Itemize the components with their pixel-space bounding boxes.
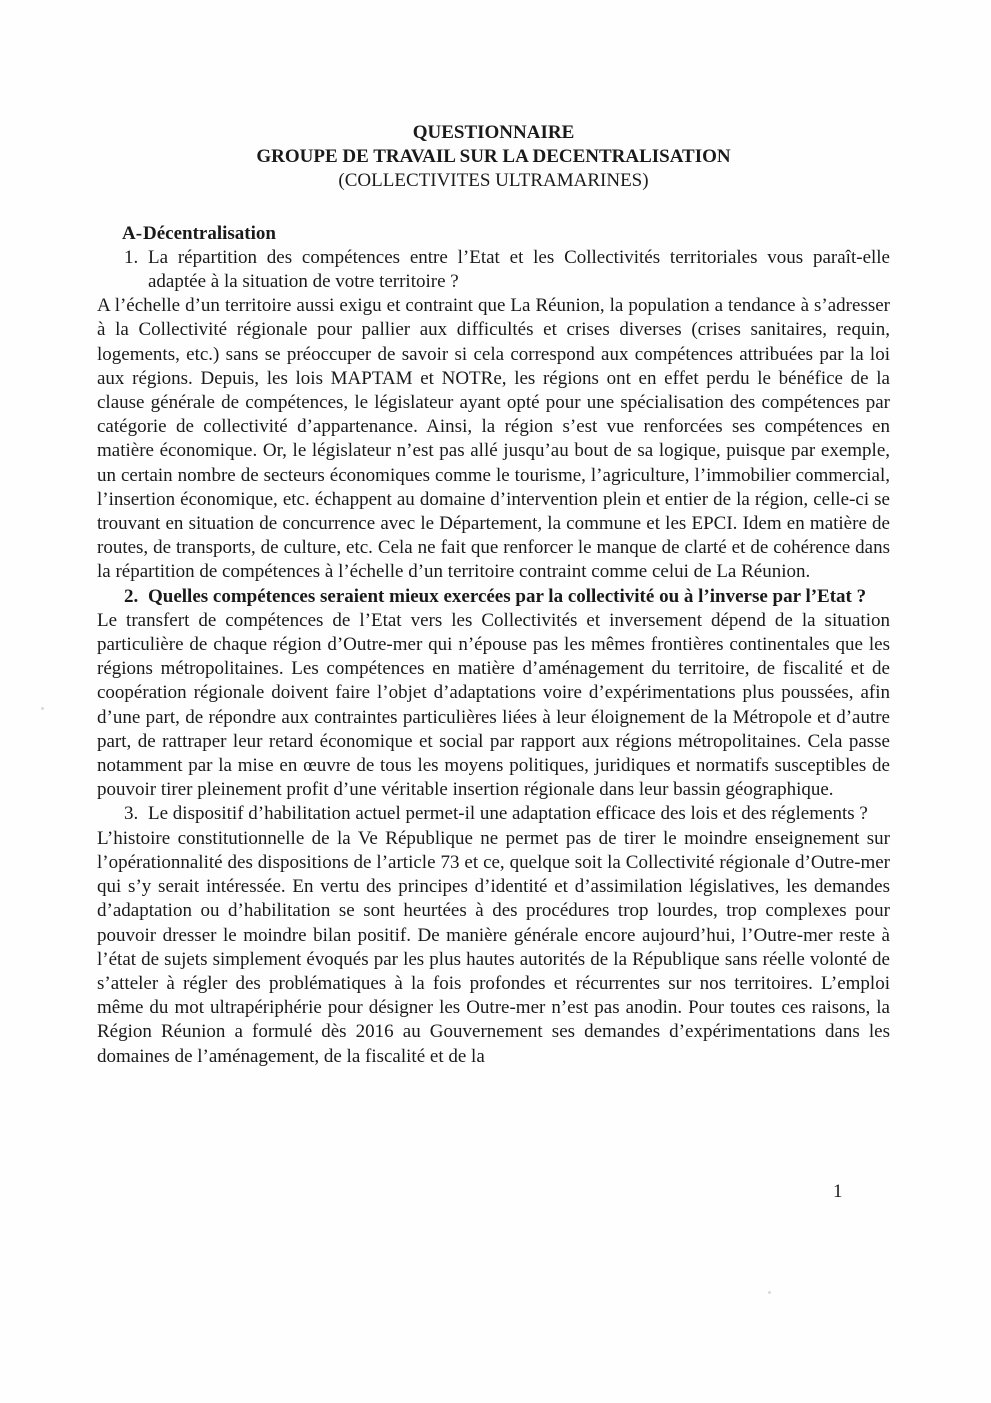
question-3-text: Le dispositif d’habilitation actuel permet-il une adaptation efficace des lois et des réglements ?: [148, 803, 868, 825]
scan-artifact: [768, 1291, 771, 1294]
answer-1: A l’échelle d’un territoire aussi exigu et contraint que La Réunion, la population a tendance à s’adresser à la Collectivité régionale pour pallier aux difficultés et crises diverses (crises sanitaires, requin, logements, etc.) sans se préoccuper de savoir si cela correspond aux compétences attribuées par la loi aux régions. Depuis, les lois MAPTAM et NOTRe, les régions ont en effet perdu le bénéfice de la clause générale de compétences, le législateur ayant opté pour une spécialisation des compétences par catégorie de collectivité d’appartenance. Ainsi, la région s’est vue renforcées ses compétences en matière économique. Or, le législateur n’est pas allé jusqu’au bout de sa logique, puisque par exemple, un certain nombre de secteurs économiques comme le tourisme, l’agriculture, l’immobilier commercial, l’insertion économique, etc. échappent au domaine d’intervention plein et entier de la région, celle-ci se trouvant en situation de concurrence avec le Département, la commune et les EPCI. Idem en matière de routes, de transports, de culture, etc. Cela ne fait que renforcer le manque de clarté et de cohérence dans la répartition de compétences à l’échelle d’un territoire contraint comme celui de La Réunion.: [97, 295, 890, 583]
question-1-text: La répartition des compétences entre l’Etat et les Collectivités territoriales vous paraît-elle adaptée à la situation de votre territoire ?: [148, 246, 890, 293]
question-2: [124, 585, 890, 609]
scan-artifact: [41, 707, 44, 710]
section-a-title: Décentralisation: [143, 222, 276, 244]
question-2-text: Quelles compétences seraient mieux exercées par la collectivité ou à l’inverse par l’Etat ?: [148, 585, 867, 607]
doc-subtitle-secondary: (COLLECTIVITES ULTRAMARINES): [338, 170, 649, 192]
doc-title: QUESTIONNAIRE: [412, 122, 575, 143]
answer-2: Le transfert de compétences de l’Etat vers les Collectivités et inversement dépend de la situation particulière de chaque région d’Outre-mer qui n’épouse pas les mêmes frontières continentales que les régions métropolitaines. Les compétences en matière d’aménagement du territoire, de fiscalité et de coopération régionale doivent faire l’objet d’adaptations voire d’expérimentations plus poussées, afin d’une part, de répondre aux contraintes particulières liées à leur éloignement de la Métropole et d’autre part, de rattraper leur retard économique et social par rapport aux régions métropolitaines. Cela passe notamment par la mise en œuvre de tous les moyens politiques, juridiques et normatifs susceptibles de pouvoir tirer pleinement profit d’une véritable insertion régionale dans leur bassin géographique.: [97, 609, 890, 801]
question-3-number: 3.: [124, 803, 139, 825]
question-3: [124, 802, 890, 826]
document-header: [97, 121, 890, 194]
question-2-number: 2.: [124, 585, 139, 607]
question-1-number: 1.: [124, 246, 139, 268]
answer-3: L’histoire constitutionnelle de la Ve République ne permet pas de tirer le moindre enseignement sur l’opérationnalité des dispositions de l’article 73 et ce, quelque soit la Collectivité régionale d’Outre-mer qui s’y serait intéressée. En vertu des principes d’identité et d’assimilation législatives, les demandes d’adaptation ou d’habilitation se sont heurtées à des procédures trop lourdes, trop complexes pour pouvoir dresser le moindre bilan positif. De manière générale encore aujourd’hui, l’Outre-mer reste à l’état de sujets simplement évoqués par les plus hautes autorités de la République sans réelle volonté de s’atteler à régler des problématiques à la fois profondes et récurrentes sur nos territoires. L’emploi même du mot ultrapériphérie pour désigner les Outre-mer n’est pas anodin. Pour toutes ces raisons, la Région Réunion a formulé dès 2016 au Gouvernement ses demandes d’expérimentations dans les domaines de l’aménagement, de la fiscalité et de la: [97, 827, 890, 1067]
section-a-label: A-: [122, 222, 143, 244]
question-1: [124, 246, 890, 294]
section-a-heading: [122, 222, 890, 246]
page-number: 1: [833, 1181, 843, 1202]
doc-subtitle: GROUPE DE TRAVAIL SUR LA DECENTRALISATION: [256, 146, 731, 168]
